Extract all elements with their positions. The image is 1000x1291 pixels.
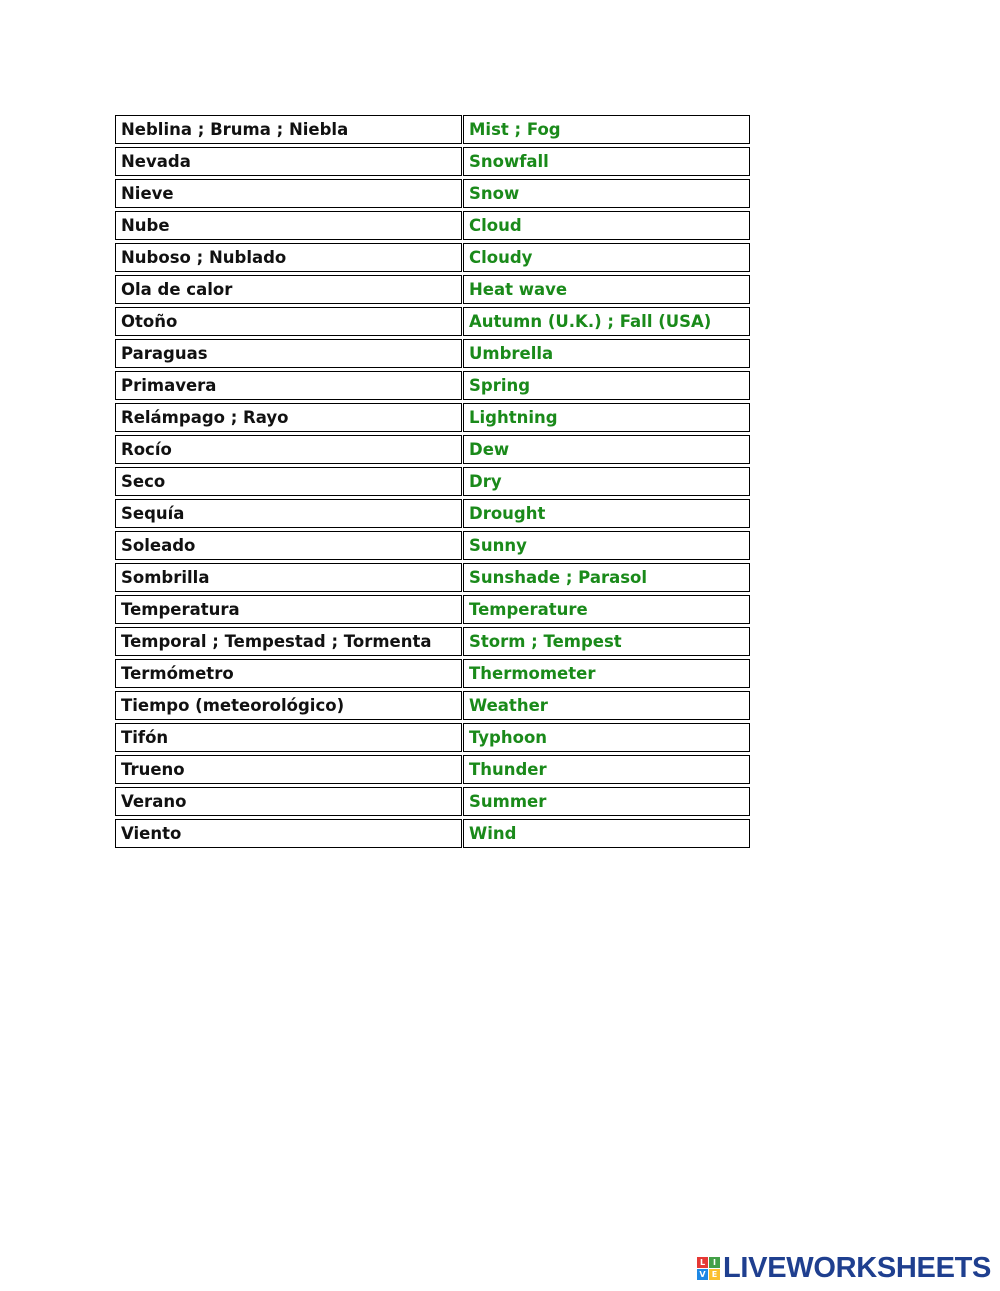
table-row	[115, 339, 750, 368]
spanish-term: Tifón	[115, 723, 462, 752]
english-term: Cloud	[463, 211, 750, 240]
spanish-term: Tiempo (meteorológico)	[115, 691, 462, 720]
table-row	[115, 627, 750, 656]
spanish-term: Relámpago ; Rayo	[115, 403, 462, 432]
table-row	[115, 115, 750, 144]
english-term: Thermometer	[463, 659, 750, 688]
english-term: Autumn (U.K.) ; Fall (USA)	[463, 307, 750, 336]
table-row	[115, 499, 750, 528]
table-row	[115, 595, 750, 624]
english-term: Summer	[463, 787, 750, 816]
spanish-term: Verano	[115, 787, 462, 816]
logo-text: LIVEWORKSHEETS	[723, 1252, 992, 1284]
english-term: Wind	[463, 819, 750, 848]
table-row	[115, 371, 750, 400]
spanish-term: Temperatura	[115, 595, 462, 624]
english-term: Weather	[463, 691, 750, 720]
table-row	[115, 467, 750, 496]
spanish-term: Trueno	[115, 755, 462, 784]
table-row	[115, 275, 750, 304]
spanish-term: Viento	[115, 819, 462, 848]
table-row	[115, 147, 750, 176]
spanish-term: Temporal ; Tempestad ; Tormenta	[115, 627, 462, 656]
english-term: Dry	[463, 467, 750, 496]
spanish-term: Soleado	[115, 531, 462, 560]
table-row	[115, 787, 750, 816]
english-term: Heat wave	[463, 275, 750, 304]
spanish-term: Nevada	[115, 147, 462, 176]
table-row	[115, 819, 750, 848]
spanish-term: Termómetro	[115, 659, 462, 688]
spanish-term: Neblina ; Bruma ; Niebla	[115, 115, 462, 144]
english-term: Temperature	[463, 595, 750, 624]
table-row	[115, 179, 750, 208]
english-term: Sunny	[463, 531, 750, 560]
table-row	[115, 531, 750, 560]
vocabulary-table	[115, 115, 750, 851]
spanish-term: Nuboso ; Nublado	[115, 243, 462, 272]
table-row	[115, 435, 750, 464]
english-term: Sunshade ; Parasol	[463, 563, 750, 592]
spanish-term: Rocío	[115, 435, 462, 464]
table-row	[115, 243, 750, 272]
table-row	[115, 563, 750, 592]
logo-square: L	[697, 1257, 708, 1268]
spanish-term: Nieve	[115, 179, 462, 208]
table-row	[115, 659, 750, 688]
english-term: Umbrella	[463, 339, 750, 368]
english-term: Mist ; Fog	[463, 115, 750, 144]
english-term: Dew	[463, 435, 750, 464]
english-term: Thunder	[463, 755, 750, 784]
logo-square: I	[709, 1257, 720, 1268]
spanish-term: Primavera	[115, 371, 462, 400]
table-row	[115, 211, 750, 240]
table-row	[115, 723, 750, 752]
english-term: Storm ; Tempest	[463, 627, 750, 656]
table-row	[115, 755, 750, 784]
spanish-term: Nube	[115, 211, 462, 240]
logo-square: E	[709, 1269, 720, 1280]
english-term: Snow	[463, 179, 750, 208]
liveworksheets-logo[interactable]	[697, 1254, 991, 1283]
english-term: Spring	[463, 371, 750, 400]
spanish-term: Paraguas	[115, 339, 462, 368]
spanish-term: Sombrilla	[115, 563, 462, 592]
spanish-term: Ola de calor	[115, 275, 462, 304]
spanish-term: Otoño	[115, 307, 462, 336]
table-row	[115, 307, 750, 336]
logo-squares-icon	[697, 1257, 720, 1280]
english-term: Lightning	[463, 403, 750, 432]
table-row	[115, 691, 750, 720]
english-term: Snowfall	[463, 147, 750, 176]
logo-square: V	[697, 1269, 708, 1280]
table-row	[115, 403, 750, 432]
english-term: Cloudy	[463, 243, 750, 272]
english-term: Typhoon	[463, 723, 750, 752]
spanish-term: Seco	[115, 467, 462, 496]
english-term: Drought	[463, 499, 750, 528]
spanish-term: Sequía	[115, 499, 462, 528]
